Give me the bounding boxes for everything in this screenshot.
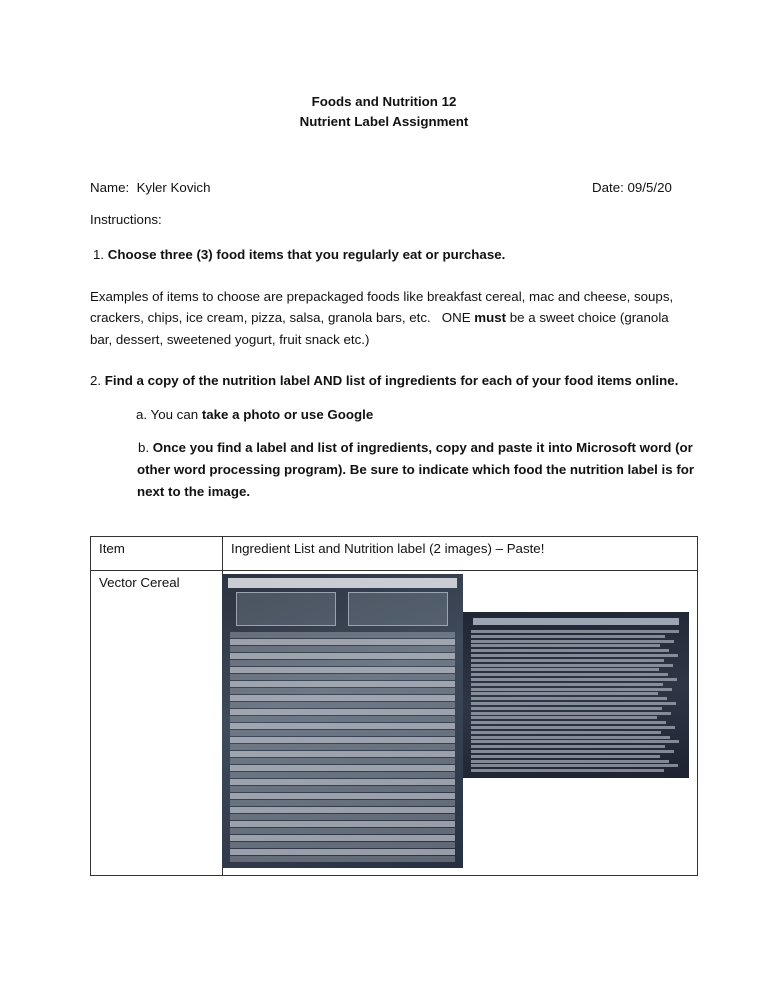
nutrition-label-row: [230, 779, 455, 785]
ingredients-text-line: [471, 731, 661, 734]
nutrition-label-heading: [228, 578, 457, 588]
date-label: Date:: [592, 180, 624, 195]
nutrition-label-row: [230, 667, 455, 673]
ingredients-text-line: [471, 707, 662, 710]
examples-line-2: [90, 310, 669, 325]
ingredients-text-line: [471, 697, 667, 700]
instructions-heading: Instructions:: [90, 212, 162, 227]
ingredients-text-line: [471, 644, 660, 647]
ingredients-text-line: [471, 664, 673, 667]
ingredients-image: [463, 612, 689, 778]
nutrition-label-row: [230, 716, 455, 722]
nutrition-label-row: [230, 828, 455, 834]
nutrition-label-row: [230, 709, 455, 715]
nutrition-label-row: [230, 730, 455, 736]
examples-line-1: Examples of items to choose are prepackaged foods like breakfast cereal, mac and cheese, soups,: [90, 289, 674, 304]
ingredients-text-line: [471, 673, 668, 676]
step-1: [93, 247, 505, 262]
sub-step-b-text-1: Once you find a label and list of ingredients, copy and paste it into Microsoft word (or: [152, 440, 693, 455]
step-1-text: Choose three (3) food items that you regularly eat or purchase.: [107, 247, 506, 262]
nutrition-label-row: [230, 772, 455, 778]
nutrition-label-row: [230, 786, 455, 792]
date-row: [592, 180, 672, 195]
ingredients-text-line: [471, 702, 676, 705]
document-subtitle: Nutrient Label Assignment: [299, 114, 469, 129]
sub-step-b-line-3: next to the image.: [137, 484, 251, 499]
step-2-number: 2.: [90, 373, 102, 388]
must-emphasis: must: [474, 310, 507, 325]
serving-box-right: [348, 592, 448, 626]
sub-step-a-bold: take a photo or use Google: [201, 407, 374, 422]
step-2-text: Find a copy of the nutrition label AND list of ingredients for each of your food items online.: [104, 373, 679, 388]
nutrition-label-row: [230, 849, 455, 855]
nutrition-label-row: [230, 765, 455, 771]
nutrition-label-row: [230, 681, 455, 687]
ingredients-text-line: [471, 755, 660, 758]
row-item-vector-cereal: Vector Cereal: [91, 571, 223, 876]
nutrition-label-row: [230, 632, 455, 638]
ingredients-heading: [473, 618, 679, 625]
ingredients-text-line: [471, 750, 674, 753]
nutrition-label-row: [230, 842, 455, 848]
nutrition-label-row: [230, 835, 455, 841]
examples-line-3: bar, dessert, sweetened yogurt, fruit snack etc.): [90, 332, 370, 347]
ingredients-text-line: [471, 692, 658, 695]
step-1-number: 1.: [93, 247, 105, 262]
name-label: Name:: [90, 180, 130, 195]
ingredients-text-line: [471, 649, 669, 652]
nutrition-label-row: [230, 646, 455, 652]
ingredients-text-line: [471, 740, 679, 743]
ingredients-text-line: [471, 736, 670, 739]
name-row: [90, 180, 210, 195]
ingredients-text-line: [471, 635, 665, 638]
nutrition-label-row: [230, 653, 455, 659]
ingredients-text-line: [471, 726, 675, 729]
ingredients-text-line: [471, 659, 664, 662]
ingredients-text-line: [471, 769, 664, 772]
nutrition-label-row: [230, 674, 455, 680]
ingredients-text-line: [471, 760, 669, 763]
nutrition-label-row: [230, 814, 455, 820]
ingredients-text-line: [471, 712, 671, 715]
nutrition-label-row: [230, 702, 455, 708]
nutrition-label-image: [222, 574, 463, 868]
nutrition-label-row: [230, 688, 455, 694]
ingredients-text-line: [471, 678, 677, 681]
nutrition-label-row: [230, 751, 455, 757]
nutrition-label-row: [230, 793, 455, 799]
ingredients-text-line: [471, 654, 678, 657]
ingredients-text-line: [471, 721, 666, 724]
ingredients-text-line: [471, 716, 657, 719]
sub-step-b-line-1: [138, 440, 693, 455]
examples-line-2-tail: be a sweet choice (granola: [506, 310, 669, 325]
sub-step-a: [136, 407, 373, 422]
ingredients-text-line: [471, 630, 679, 633]
nutrition-label-row: [230, 800, 455, 806]
nutrition-label-row: [230, 639, 455, 645]
nutrition-label-row: [230, 744, 455, 750]
sub-step-b-line-2: other word processing program). Be sure to indicate which food the nutrition label is for: [137, 462, 695, 477]
step-2: [90, 373, 678, 388]
nutrition-label-row: [230, 737, 455, 743]
nutrition-label-row: [230, 723, 455, 729]
sub-step-a-prefix: a. You can: [136, 407, 202, 422]
examples-line-2-text: crackers, chips, ice cream, pizza, salsa, granola bars, etc. ONE: [90, 310, 475, 325]
ingredients-text-line: [471, 764, 678, 767]
header-ingredients: Ingredient List and Nutrition label (2 images) – Paste!: [223, 537, 698, 571]
serving-box-left: [236, 592, 336, 626]
ingredients-text-line: [471, 668, 659, 671]
ingredients-text-line: [471, 688, 672, 691]
nutrition-label-row: [230, 807, 455, 813]
ingredients-text-line: [471, 640, 674, 643]
sub-step-b-prefix: b.: [138, 440, 153, 455]
date-value: 09/5/20: [627, 180, 672, 195]
nutrition-label-row: [230, 821, 455, 827]
nutrition-label-row: [230, 856, 455, 862]
nutrition-label-row: [230, 758, 455, 764]
document-title: Foods and Nutrition 12: [311, 94, 457, 109]
ingredients-text-line: [471, 683, 663, 686]
nutrition-label-row: [230, 695, 455, 701]
table-header-row: [91, 537, 698, 571]
name-value: Kyler Kovich: [136, 180, 211, 195]
ingredients-text-line: [471, 745, 665, 748]
nutrition-label-row: [230, 660, 455, 666]
header-item: Item: [91, 537, 223, 571]
